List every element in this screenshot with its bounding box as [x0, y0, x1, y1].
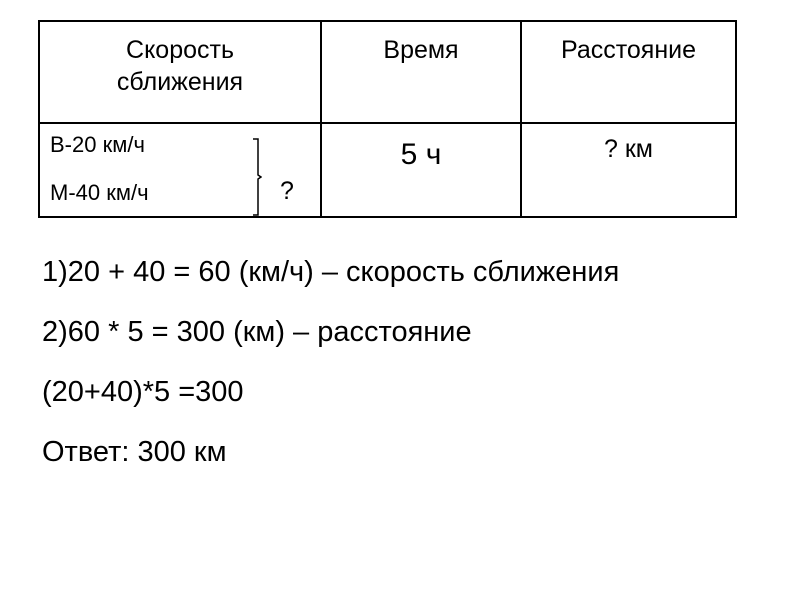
header-distance	[521, 21, 736, 123]
time-value: 5 ч	[400, 138, 442, 171]
problem-table	[38, 20, 737, 218]
speed-m-value: М-40 км/ч	[50, 180, 149, 205]
solution-answer: Ответ: 300 км	[42, 436, 227, 468]
header-approach-speed-line1: Скорость	[126, 36, 234, 64]
header-time-label: Время	[383, 36, 459, 64]
solution-step-1: 1)20 + 40 = 60 (км/ч) – скорость сближения	[42, 256, 620, 288]
cell-speeds	[39, 123, 321, 217]
header-approach-speed-line2: сближения	[116, 68, 244, 96]
speed-b-value: В-20 км/ч	[50, 132, 145, 157]
header-distance-label: Расстояние	[560, 36, 697, 64]
cell-distance	[521, 123, 736, 217]
cell-time	[321, 123, 521, 217]
solution-block	[42, 254, 619, 494]
solution-step-2: 2)60 * 5 = 300 (км) – расстояние	[42, 316, 472, 348]
solution-expression: (20+40)*5 =300	[42, 376, 244, 408]
speed-unknown-mark: ?	[280, 177, 294, 205]
table-header-row	[39, 21, 736, 123]
right-brace-icon	[252, 138, 262, 216]
table-row	[39, 123, 736, 217]
header-approach-speed	[39, 21, 321, 123]
distance-value: ? км	[604, 135, 653, 163]
header-time	[321, 21, 521, 123]
